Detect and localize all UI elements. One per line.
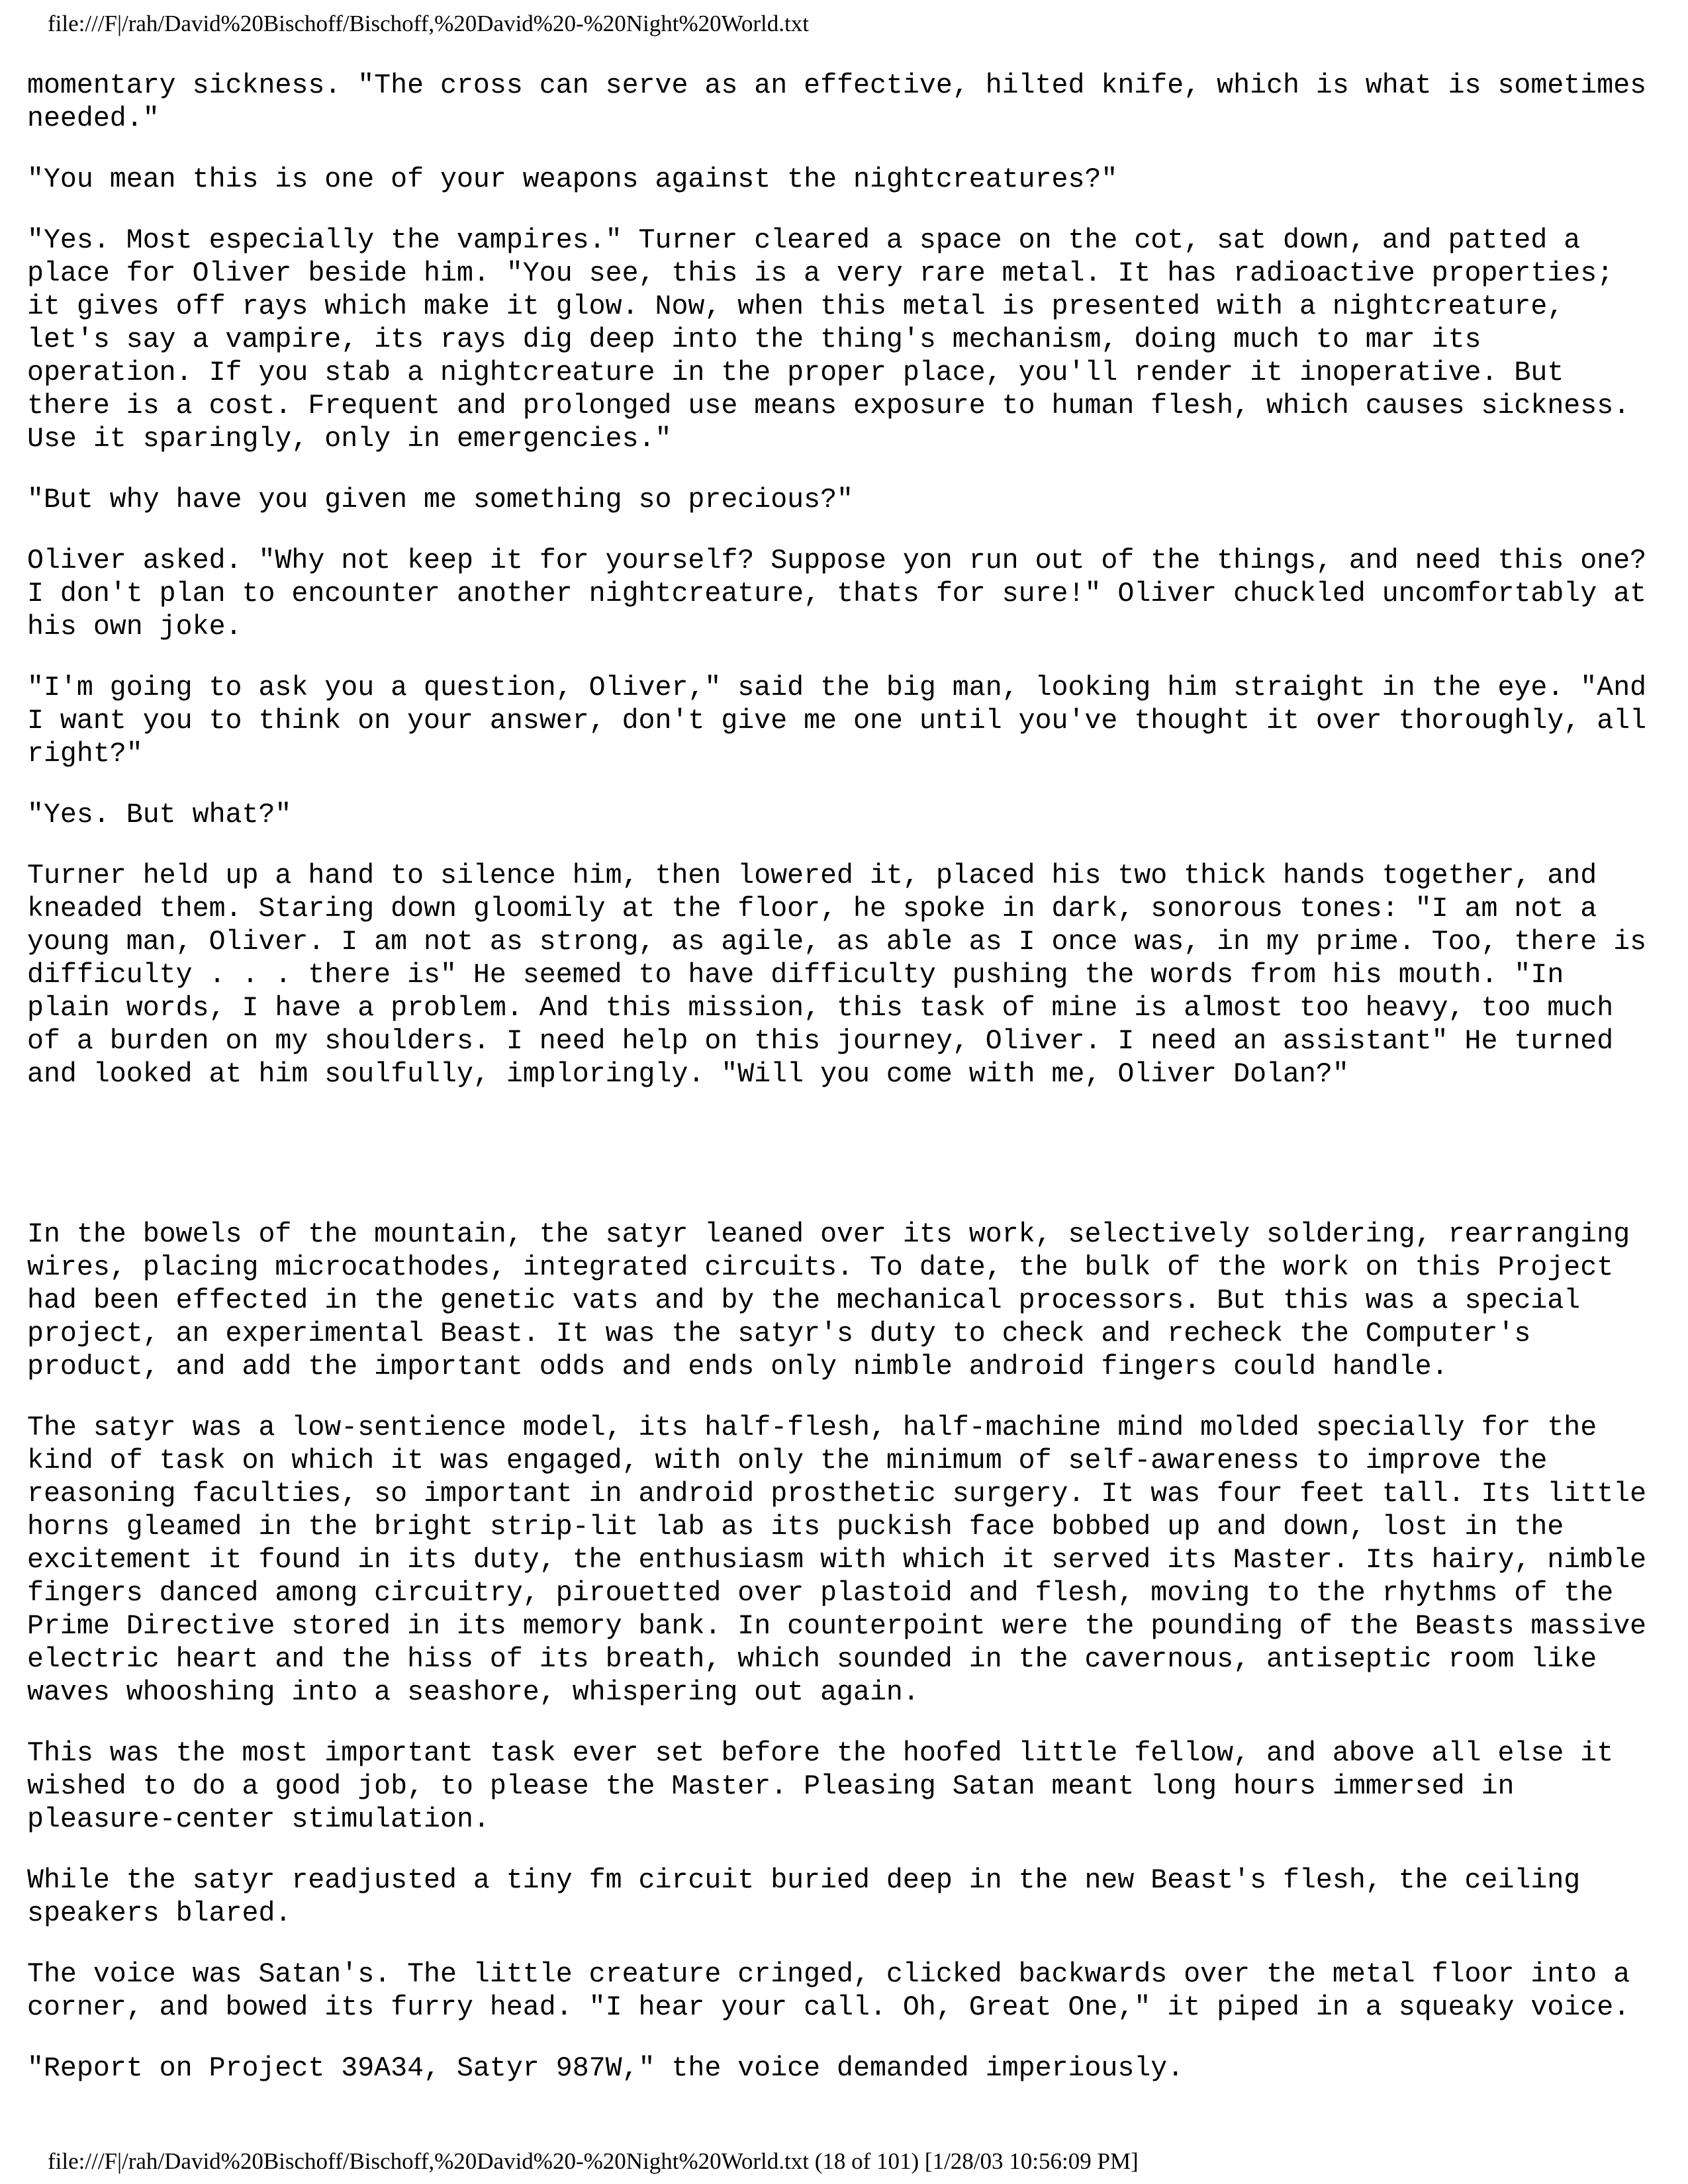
paragraph: While the satyr readjusted a tiny fm circuit buried deep in the new Beast's flesh, the ceiling speakers blared.: [27, 1865, 1581, 1929]
section-break: [27, 1091, 1662, 1218]
paragraph: "Yes. Most especially the vampires." Turner cleared a space on the cot, sat down, and patted a place for Oliver beside him. "You see, this is a very rare metal. It has radioactive properties; it gives off rays which make it glow. Now, when this metal is presented with a nightcreature, let's say a vampire, its rays dig deep into the thing's mechanism, doing much to mar its operation. If you stab a nightcreature in the proper place, you'll render it inoperative. But there is a cost. Frequent and prolonged use means exposure to human flesh, which causes sickness. Use it sparingly, only in emergencies.": [27, 225, 1630, 455]
page-footer: file:///F|/rah/David%20Bischoff/Bischoff,%20David%20-%20Night%20World.txt (18 of 101) [1/28/03 10:56:09 PM]: [48, 2148, 1139, 2174]
paragraph: Turner held up a hand to silence him, then lowered it, placed his two thick hands together, and kneaded them. Staring down gloomily at the floor, he spoke in dark, sonorous tones: "I am not a young man, Oliver. I am not as strong, as agile, as able as I once was, in my prime. Too, there is difficulty . . . there is" He seemed to have difficulty pushing the words from his mouth. "In plain words, I have a problem. And this mission, this task of mine is almost too heavy, too much of a burden on my shoulders. I need help on this journey, Oliver. I need an assistant" He turned and looked at him soulfully, imploringly. "Will you come with me, Oliver Dolan?": [27, 860, 1647, 1090]
paragraph: In the bowels of the mountain, the satyr leaned over its work, selectively soldering, rearranging wires, placing microcathodes, integrated circuits. To date, the bulk of the work on this Project had been effected in the genetic vats and by the mechanical processors. But this was a special project, an experimental Beast. It was the satyr's duty to check and recheck the Computer's product, and add the important odds and ends only nimble android fingers could handle.: [27, 1219, 1630, 1383]
paragraph: "But why have you given me something so precious?": [27, 484, 854, 516]
paragraph: "Report on Project 39A34, Satyr 987W," the voice demanded imperiously.: [27, 2053, 1184, 2084]
paragraph: The voice was Satan's. The little creature cringed, clicked backwards over the metal floor into a corner, and bowed its furry head. "I hear your call. Oh, Great One," it piped in a squeaky voice.: [27, 1959, 1630, 2023]
paragraph: "I'm going to ask you a question, Oliver," said the big man, looking him straight in the eye. "And I want you to think on your answer, don't give me one until you've thought it over thoroughly, all right?": [27, 672, 1647, 770]
document-body: [27, 69, 1662, 2085]
paragraph: The satyr was a low-sentience model, its half-flesh, half-machine mind molded specially for the kind of task on which it was engaged, with only the minimum of self-awareness to improve the reasoning faculties, so important in android prosthetic surgery. It was four feet tall. Its little horns gleamed in the bright strip-lit lab as its puckish face bobbed up and down, lost in the excitement it found in its duty, the enthusiasm with which it served its Master. Its hairy, nimble fingers danced among circuitry, pirouetted over plastoid and flesh, moving to the rhythms of the Prime Directive stored in its memory bank. In counterpoint were the pounding of the Beasts massive electric heart and the hiss of its breath, which sounded in the cavernous, antiseptic room like waves whooshing into a seashore, whispering out again.: [27, 1412, 1647, 1708]
paragraph: This was the most important task ever set before the hoofed little fellow, and above all else it wished to do a good job, to please the Master. Pleasing Satan meant long hours immersed in pleasure-center stimulation.: [27, 1738, 1614, 1835]
paragraph: momentary sickness. "The cross can serve as an effective, hilted knife, which is what is sometimes needed.": [27, 70, 1647, 134]
paragraph: "Yes. But what?": [27, 799, 292, 831]
page-header-path: file:///F|/rah/David%20Bischoff/Bischoff,%20David%20-%20Night%20World.txt: [48, 11, 809, 36]
paragraph: Oliver asked. "Why not keep it for yourself? Suppose yon run out of the things, and need this one? I don't plan to encounter another nightcreature, thats for sure!" Oliver chuckled uncomfortably at his own joke.: [27, 545, 1647, 643]
paragraph: "You mean this is one of your weapons against the nightcreatures?": [27, 164, 1118, 195]
